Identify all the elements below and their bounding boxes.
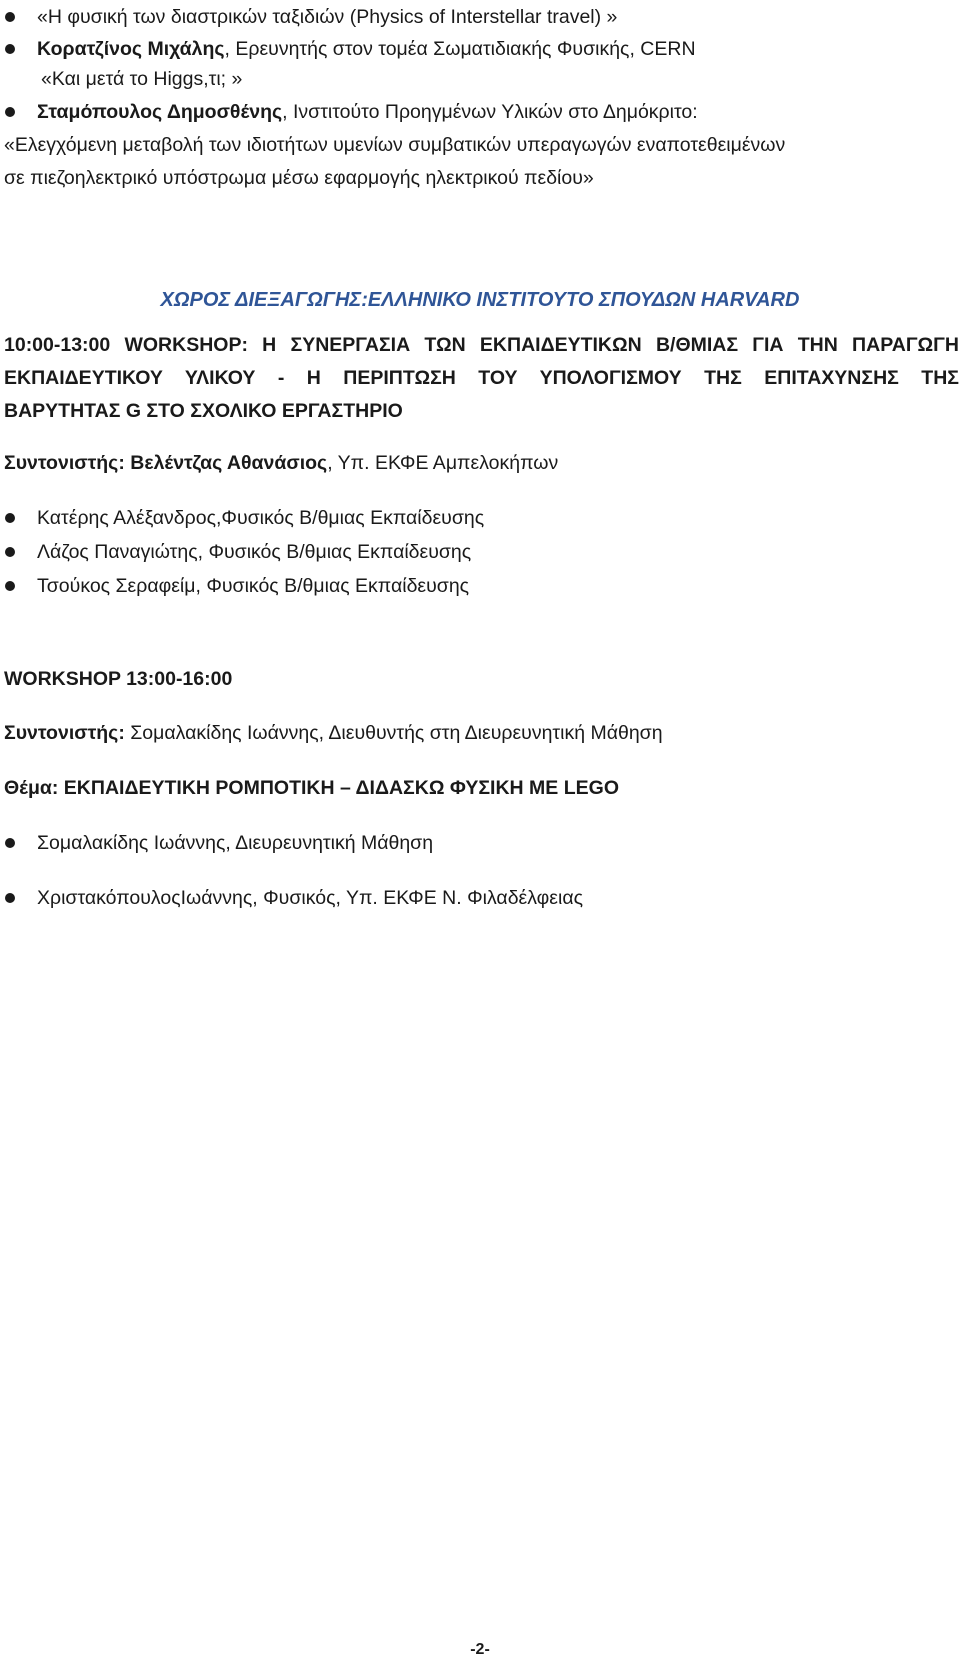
participant-name: Τσούκος Σεραφείμ, Φυσικός Β/θμιας Εκπαίδευσης	[37, 575, 470, 597]
bullet-icon	[5, 513, 15, 523]
workshop-1-title-line-3: ΒΑΡΥΤΗΤΑΣ G ΣΤΟ ΣΧΟΛΙΚΟ ΕΡΓΑΣΤΗΡΙΟ	[4, 400, 403, 422]
talk-item-3	[0, 99, 698, 125]
page-number: -2-	[470, 1641, 490, 1658]
workshop-1-participant	[0, 539, 471, 565]
workshop-2-participant	[0, 885, 583, 911]
workshop-1-title-line-1: 10:00-13:00 WORKSHOP: Η ΣΥΝΕΡΓΑΣΙΑ ΤΩΝ ΕΚΠΑΙΔΕΥΤΙΚΩΝ Β/ΘΜΙΑΣ ΓΙΑ ΤΗΝ ΠΑΡΑΓΩΓΗ	[4, 334, 959, 356]
participant-name: Σομαλακίδης Ιωάννης, Διευρευνητική Μάθηση	[37, 832, 434, 854]
bullet-icon	[5, 107, 15, 117]
speaker-name: Σταμόπουλος Δημοσθένης	[37, 101, 283, 123]
speaker-affiliation: , Ινστιτούτο Προηγμένων Υλικών στο Δημόκριτο:	[282, 101, 698, 123]
bullet-icon	[5, 44, 15, 54]
talk-3-title-line-2: σε πιεζοηλεκτρικό υπόστρωμα μέσω εφαρμογής ηλεκτρικού πεδίου»	[4, 167, 594, 189]
speaker-name: Κορατζίνος Μιχάλης	[37, 38, 225, 60]
coordinator-affiliation: Σομαλακίδης Ιωάννης, Διευθυντής στη Διευρευνητική Μάθηση	[124, 722, 663, 744]
bullet-icon	[5, 893, 15, 903]
talk-item-2	[0, 36, 696, 62]
talk-3-title-line-1: «Ελεγχόμενη μεταβολή των ιδιοτήτων υμενίων συμβατικών υπεραγωγών εναποτεθειμένων	[4, 134, 786, 156]
workshop-1-coordinator	[4, 450, 558, 476]
workshop-1-title-line-2: ΕΚΠΑΙΔΕΥΤΙΚΟΥ ΥΛΙΚΟΥ - Η ΠΕΡΙΠΤΩΣΗ ΤΟΥ ΥΠΟΛΟΓΙΣΜΟΥ ΤΗΣ ΕΠΙΤΑΧΥΝΣΗΣ ΤΗΣ	[4, 367, 959, 389]
talk-item-1	[0, 4, 617, 30]
workshop-2-coordinator	[4, 720, 663, 746]
participant-name: ΧριστακόπουλοςΙωάννης, Φυσικός, Υπ. ΕΚΦΕ Ν. Φιλαδέλφειας	[37, 887, 583, 909]
coordinator-label: Συντονιστής:	[4, 722, 125, 744]
talk-2-title: «Και μετά το Higgs,τι; »	[41, 68, 243, 90]
participant-name: Λάζος Παναγιώτης, Φυσικός Β/θμιας Εκπαίδευσης	[37, 541, 472, 563]
speaker-affiliation: , Ερευνητής στον τομέα Σωματιδιακής Φυσικής, CERN	[224, 38, 696, 60]
workshop-1-participant	[0, 573, 469, 599]
bullet-icon	[5, 838, 15, 848]
bullet-icon	[5, 581, 15, 591]
coordinator-label: Συντονιστής: Βελέντζας Αθανάσιος	[4, 452, 328, 474]
workshop-2-title: WORKSHOP 13:00-16:00	[4, 668, 233, 690]
workshop-2-topic: Θέμα: ΕΚΠΑΙΔΕΥΤΙΚΗ ΡΟΜΠΟΤΙΚΗ – ΔΙΔΑΣΚΩ ΦΥΣΙΚΗ ΜΕ LEGO	[4, 777, 619, 799]
bullet-icon	[5, 547, 15, 557]
talk-1-title: «Η φυσική των διαστρικών ταξιδιών (Physics of Interstellar travel) »	[37, 6, 618, 28]
coordinator-affiliation: , Υπ. ΕΚΦΕ Αμπελοκήπων	[327, 452, 559, 474]
venue-heading: ΧΩΡΟΣ ΔΙΕΞΑΓΩΓΗΣ:ΕΛΛΗΝΙΚΟ ΙΝΣΤΙΤΟΥΤΟ ΣΠΟΥΔΩΝ HARVARD	[160, 289, 800, 311]
participant-name: Κατέρης Αλέξανδρος,Φυσικός Β/θμιας Εκπαίδευσης	[37, 507, 485, 529]
workshop-1-participant	[0, 505, 484, 531]
workshop-2-participant	[0, 830, 433, 856]
bullet-icon	[5, 12, 15, 22]
